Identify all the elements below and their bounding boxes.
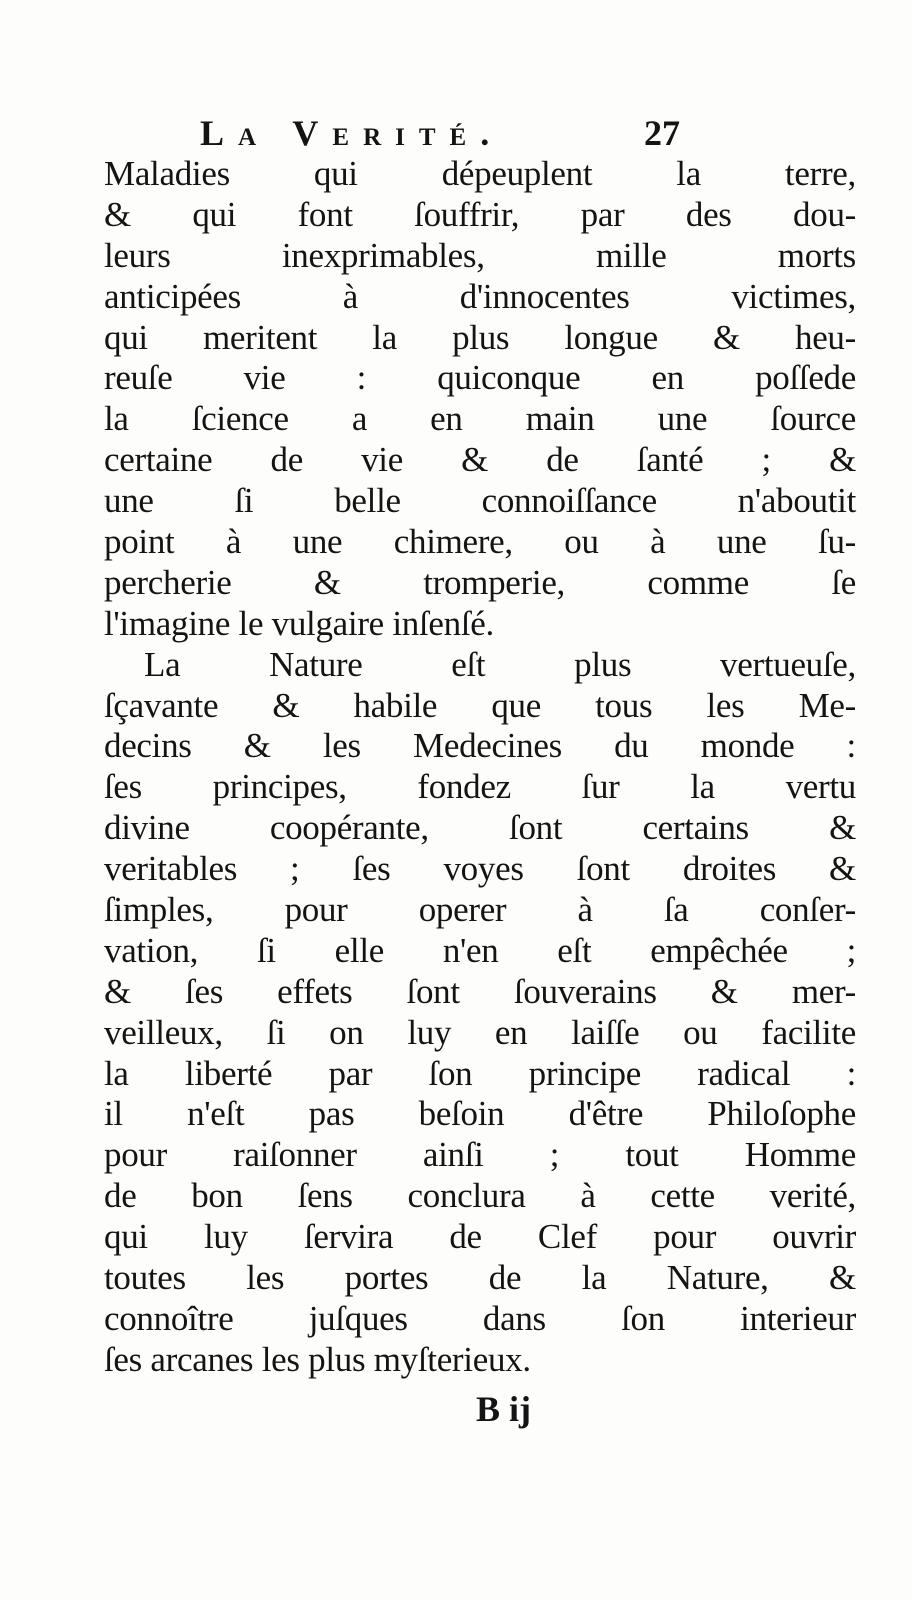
text-line: qui luy ſervira de Clef pour ouvrir <box>104 1217 856 1257</box>
page-number: 27 <box>644 113 680 153</box>
text-line: point à une chimere, ou à une ſu- <box>104 522 856 562</box>
body-text <box>104 154 856 1381</box>
signature-mark: B ij <box>476 1389 532 1429</box>
text-line: connoître juſques dans ſon interieur <box>104 1298 856 1338</box>
running-title: La Verité. <box>200 113 504 153</box>
text-line: pour raiſonner ainſi ; tout Homme <box>104 1135 856 1175</box>
text-line: ſes principes, fondez ſur la vertu <box>104 767 856 807</box>
text-line: toutes les portes de la Nature, & <box>104 1258 856 1298</box>
text-line: vation, ſi elle n'en eſt empêchée ; <box>104 930 856 970</box>
text-line: & ſes effets ſont ſouverains & mer- <box>104 971 856 1011</box>
text-line: anticipées à d'innocentes victimes, <box>104 276 856 316</box>
text-line: decins & les Medecines du monde : <box>104 726 856 766</box>
text-line: La Nature eſt plus vertueuſe, <box>144 644 856 684</box>
text-line: veritables ; ſes voyes ſont droites & <box>104 849 856 889</box>
text-line: certaine de vie & de ſanté ; & <box>104 440 856 480</box>
text-line: veilleux, ſi on luy en laiſſe ou facilite <box>104 1012 856 1052</box>
text-line: la ſcience a en main une ſource <box>104 399 856 439</box>
text-line: divine coopérante, ſont certains & <box>104 808 856 848</box>
text-line: il n'eſt pas beſoin d'être Philoſophe <box>104 1094 856 1134</box>
text-line: ſimples, pour operer à ſa conſer- <box>104 890 856 930</box>
text-line: une ſi belle connoiſſance n'aboutit <box>104 481 856 521</box>
text-line: la liberté par ſon principe radical : <box>104 1053 856 1093</box>
text-line: reuſe vie : quiconque en poſſede <box>104 358 856 398</box>
page-header <box>200 112 680 156</box>
text-line: l'imagine le vulgaire inſenſé. <box>104 603 494 643</box>
text-line: ſes arcanes les plus myſterieux. <box>104 1339 531 1379</box>
text-line: qui meritent la plus longue & heu- <box>104 317 856 357</box>
text-line: de bon ſens conclura à cette verité, <box>104 1176 856 1216</box>
text-line: Maladies qui dépeuplent la terre, <box>104 154 856 193</box>
text-line: leurs inexprimables, mille morts <box>104 235 856 275</box>
text-line: & qui font ſouffrir, par des dou- <box>104 194 856 234</box>
text-line: ſçavante & habile que tous les Me- <box>104 685 856 725</box>
text-line: percherie & tromperie, comme ſe <box>104 562 856 602</box>
